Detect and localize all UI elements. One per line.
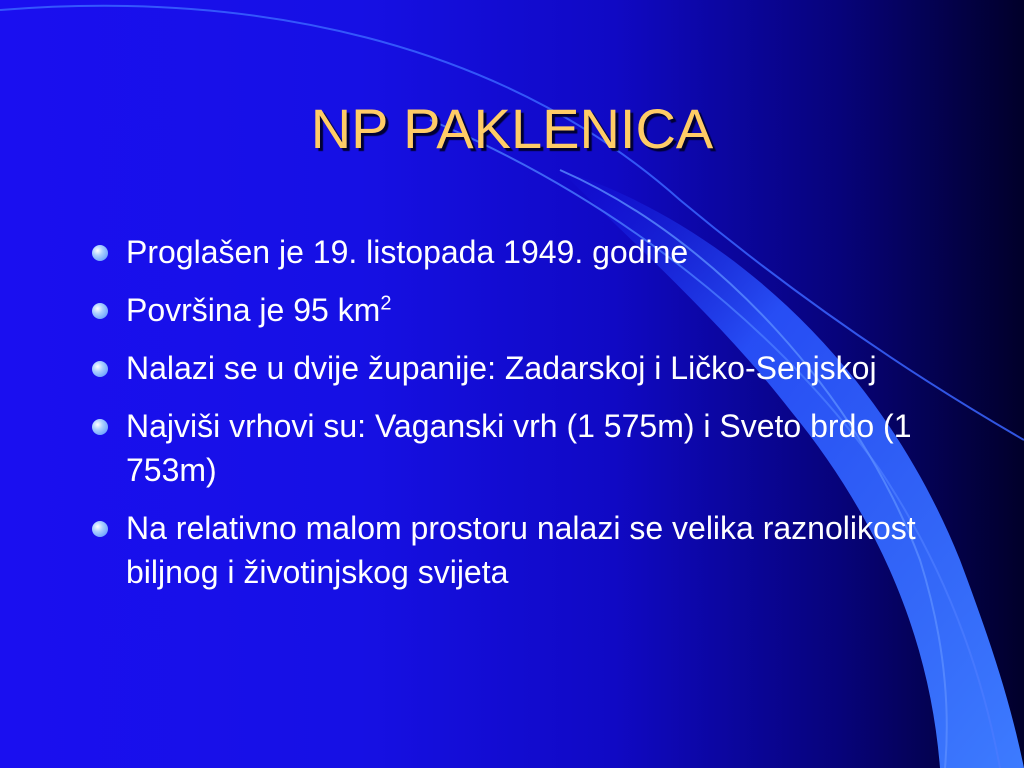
superscript: 2	[380, 292, 392, 315]
bullet-dot-icon	[92, 303, 108, 319]
bullet-item-proclaimed	[88, 230, 948, 274]
bullet-text: Površina je 95 km	[126, 292, 381, 328]
bullet-dot-icon	[92, 419, 108, 435]
bullet-text: Na relativno malom prostoru nalazi se velika raznolikost biljnog i životinjskog svijeta	[126, 510, 916, 590]
bullet-item-counties	[88, 346, 948, 390]
bullet-text: Nalazi se u dvije županije: Zadarskoj i Ličko-Senjskoj	[126, 350, 877, 386]
slide-title: NP PAKLENICA	[310, 97, 714, 160]
bullet-dot-icon	[92, 245, 108, 261]
bullet-text: Proglašen je 19. listopada 1949. godine	[126, 234, 689, 270]
bullet-dot-icon	[92, 521, 108, 537]
bullet-item-diversity	[88, 506, 948, 594]
bullet-item-area	[88, 288, 948, 332]
bullet-text: Najviši vrhovi su: Vaganski vrh (1 575m) i Sveto brdo (1 753m)	[126, 408, 912, 488]
bullet-item-peaks	[88, 404, 948, 492]
bullet-dot-icon	[92, 361, 108, 377]
bullet-list	[88, 230, 948, 608]
